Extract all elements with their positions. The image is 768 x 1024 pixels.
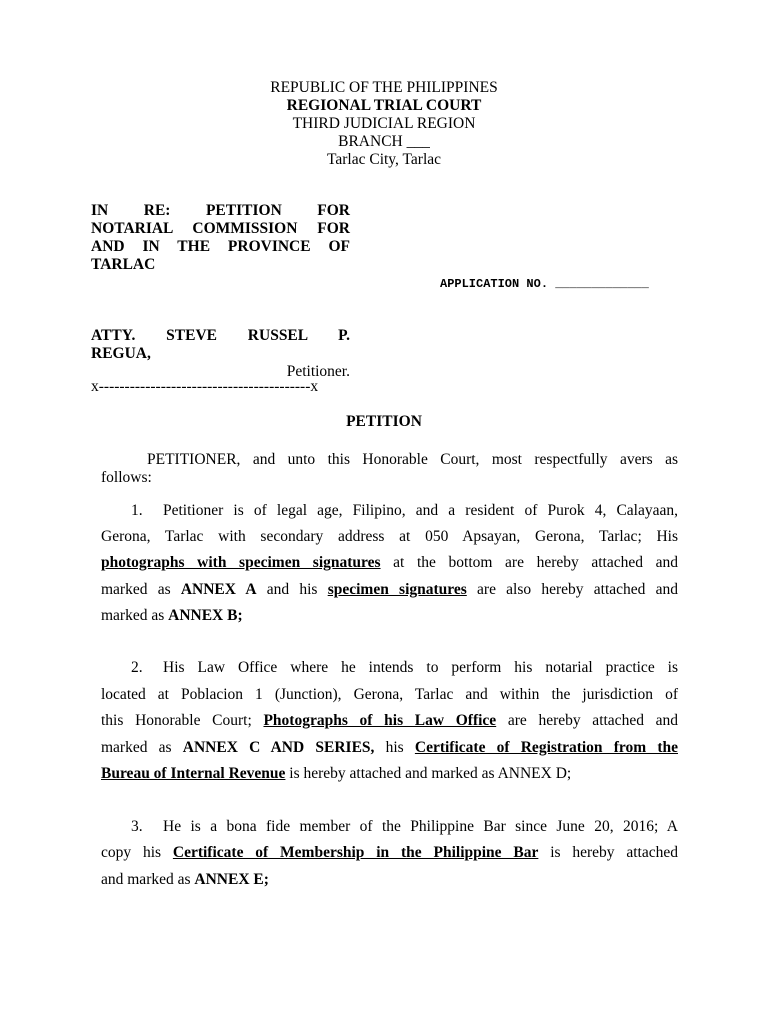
paragraph-2-line: 2. His Law Office where he intends to perform his notarial practice is (131, 657, 678, 679)
application-number: APPLICATION NO. _____________ (440, 277, 649, 291)
paragraph-number: 2. (131, 659, 143, 676)
paragraph-3-line: and marked as ANNEX E; (101, 871, 269, 888)
intro-line: PETITIONER, and unto this Honorable Court, most respectfully avers as (147, 451, 678, 468)
paragraph-2-line: marked as ANNEX C AND SERIES, his Certificate of Registration from the (101, 739, 678, 756)
caption-re-line: TARLAC (91, 256, 156, 273)
caption-separator: x-----------------------------------------x (91, 378, 319, 395)
caption-re-line: IN RE: PETITION FOR (91, 202, 350, 219)
petitioner-role: Petitioner. (286, 363, 350, 380)
petitioner-name: REGUA, (91, 345, 151, 362)
header-branch: BRANCH ___ (338, 133, 430, 150)
paragraph-3-line: 3. He is a bona fide member of the Philippine Bar since June 20, 2016; A (131, 816, 678, 838)
header-republic: REPUBLIC OF THE PHILIPPINES (270, 79, 498, 96)
paragraph-1-line: marked as ANNEX A and his specimen signatures are also hereby attached and (101, 581, 679, 598)
paragraph-2-line: Bureau of Internal Revenue is hereby attached and marked as ANNEX D; (101, 765, 572, 782)
paragraph-2-line: this Honorable Court; Photographs of his Law Office are hereby attached and (101, 712, 679, 729)
header-region: THIRD JUDICIAL REGION (292, 115, 476, 132)
petitioner-name: ATTY. STEVE RUSSEL P. (91, 327, 350, 344)
intro-line: follows: (101, 469, 152, 486)
paragraph-1-line: marked as ANNEX B; (101, 607, 243, 624)
paragraph-1-line: 1. Petitioner is of legal age, Filipino, and a resident of Purok 4, Calayaan, (131, 500, 678, 522)
paragraph-1-line: photographs with specimen signatures at the bottom are hereby attached and (101, 554, 678, 571)
paragraph-2-line: located at Poblacion 1 (Junction), Gerona, Tarlac and within the jurisdiction of (101, 686, 678, 703)
paragraph-number: 3. (131, 818, 143, 835)
caption-re-line: AND IN THE PROVINCE OF (91, 238, 350, 255)
caption-re-line: NOTARIAL COMMISSION FOR (91, 220, 350, 237)
paragraph-number: 1. (131, 502, 143, 519)
header-city: Tarlac City, Tarlac (326, 151, 442, 168)
paragraph-1-line: Gerona, Tarlac with secondary address at 050 Apsayan, Gerona, Tarlac; His (101, 528, 678, 545)
paragraph-3-line: copy his Certificate of Membership in the Philippine Bar is hereby attached (101, 844, 679, 861)
header-court: REGIONAL TRIAL COURT (286, 97, 482, 114)
document-title: PETITION (346, 413, 422, 430)
